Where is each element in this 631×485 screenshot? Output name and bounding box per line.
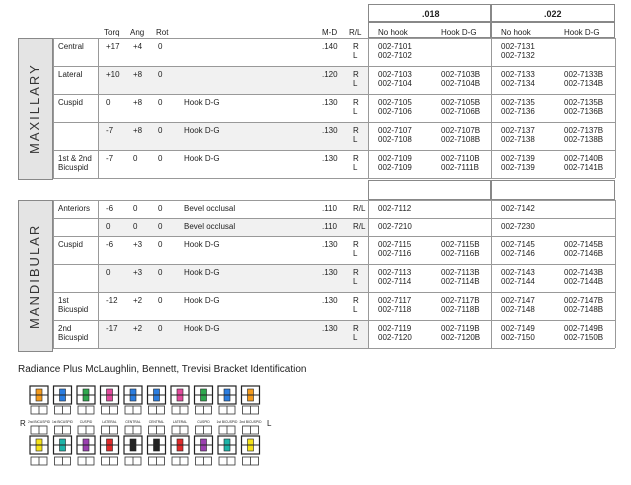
column-divider xyxy=(615,292,616,320)
torq-value: 0 xyxy=(106,98,111,107)
row-divider xyxy=(53,38,615,39)
hook-018-b: 002-7108B xyxy=(441,135,481,144)
row-divider xyxy=(53,320,615,321)
rl-value: R L xyxy=(353,98,359,116)
hook-022-a: 002-7147B xyxy=(564,296,604,305)
tooth-name: 1st Bicuspid xyxy=(58,296,89,314)
nohook-018-a: 002-7112 xyxy=(378,204,412,213)
column-divider xyxy=(368,66,369,94)
maxillary-row xyxy=(18,150,615,178)
mandibular-label: MANDIBULAR xyxy=(27,223,42,329)
hook-018-a: 002-7107B xyxy=(441,126,481,135)
tooth-label: 2nd BICUSPID xyxy=(28,420,50,424)
row-divider xyxy=(53,150,615,151)
col-hookdg-018-header: Hook D-G xyxy=(441,28,477,37)
col-nohook-022-header: No hook xyxy=(501,28,531,37)
torq-value: +10 xyxy=(106,70,120,79)
rot-value: 0 xyxy=(158,98,163,107)
hook-018-b: 002-7106B xyxy=(441,107,481,116)
column-divider xyxy=(98,264,99,292)
column-divider xyxy=(491,94,492,122)
md-value: .140 xyxy=(322,42,338,51)
torq-value: +17 xyxy=(106,42,120,51)
column-divider xyxy=(368,320,369,348)
side-label-right: R xyxy=(20,419,26,428)
row-divider xyxy=(53,122,615,123)
rot-value: 0 xyxy=(158,204,163,213)
rl-value: R/L xyxy=(353,204,366,213)
column-divider xyxy=(53,236,54,264)
bracket-identification xyxy=(18,380,338,480)
nohook-022-b: 002-7150 xyxy=(501,333,535,342)
column-divider xyxy=(368,264,369,292)
hook-type: Hook D-G xyxy=(184,240,220,249)
rl-value: R L xyxy=(353,268,359,286)
tooth-label: CENTRAL xyxy=(148,420,165,424)
hook-022-b: 002-7144B xyxy=(564,277,604,286)
column-divider xyxy=(53,264,54,292)
nohook-022-b: 002-7139 xyxy=(501,163,535,172)
hook-022-b: 002-7150B xyxy=(564,333,604,342)
nohook-018-b: 002-7120 xyxy=(378,333,412,342)
nohook-018-a: 002-7117 xyxy=(378,296,412,305)
column-divider xyxy=(53,200,54,218)
rl-value: R L xyxy=(353,42,359,60)
mandibular-row xyxy=(18,320,615,348)
column-divider xyxy=(368,38,369,66)
nohook-022-b: 002-7134 xyxy=(501,79,535,88)
column-divider xyxy=(491,150,492,178)
mandibular-row xyxy=(18,200,615,218)
column-divider xyxy=(615,38,616,66)
nohook-022-a: 002-7142 xyxy=(501,204,535,213)
hook-022-b: 002-7136B xyxy=(564,107,604,116)
nohook-022-a: 002-7135 xyxy=(501,98,535,107)
nohook-018-b: 002-7118 xyxy=(378,305,412,314)
table-bottom-border xyxy=(53,178,615,179)
nohook-018-a: 002-7107 xyxy=(378,126,412,135)
column-divider xyxy=(368,150,369,178)
row-divider xyxy=(53,66,615,67)
hook-022-a: 002-7133B xyxy=(564,70,604,79)
column-divider xyxy=(368,122,369,150)
torq-value: 0 xyxy=(106,268,111,277)
hook-018-a: 002-7103B xyxy=(441,70,481,79)
column-divider xyxy=(98,150,99,178)
rot-value: 0 xyxy=(158,268,163,277)
col-rot-header: Rot xyxy=(156,28,169,37)
hook-type: Hook D-G xyxy=(184,268,220,277)
column-divider xyxy=(98,38,99,66)
nohook-018-b: 002-7106 xyxy=(378,107,412,116)
column-divider xyxy=(491,218,492,236)
column-divider xyxy=(98,200,99,218)
nohook-018-a: 002-7113 xyxy=(378,268,412,277)
nohook-022-a: 002-7137 xyxy=(501,126,535,135)
torq-value: -6 xyxy=(106,204,114,213)
column-divider xyxy=(368,200,369,218)
hook-018-a: 002-7115B xyxy=(441,240,480,249)
column-divider xyxy=(98,320,99,348)
mandibular-row xyxy=(18,236,615,264)
col-md-header: M-D xyxy=(322,28,338,37)
md-value: .130 xyxy=(322,240,338,249)
maxillary-row xyxy=(18,94,615,122)
slot-022-header: .022 xyxy=(544,9,562,19)
column-divider xyxy=(98,292,99,320)
column-divider xyxy=(53,320,54,348)
column-divider xyxy=(98,66,99,94)
hook-018-a: 002-7117B xyxy=(441,296,480,305)
hook-018-a: 002-7110B xyxy=(441,154,480,163)
rl-value: R L xyxy=(353,70,359,88)
rot-value: 0 xyxy=(158,240,163,249)
nohook-018-a: 002-7103 xyxy=(378,70,412,79)
hook-018-b: 002-7116B xyxy=(441,249,480,258)
col-ang-header: Ang xyxy=(130,28,145,37)
ang-value: +4 xyxy=(133,42,143,51)
nohook-018-b: 002-7114 xyxy=(378,277,412,286)
column-divider xyxy=(53,66,54,94)
nohook-022-a: 002-7147 xyxy=(501,296,535,305)
ang-value: +8 xyxy=(133,70,143,79)
column-divider xyxy=(491,122,492,150)
nohook-018-b: 002-7104 xyxy=(378,79,412,88)
hook-018-a: 002-7105B xyxy=(441,98,481,107)
maxillary-row xyxy=(18,66,615,94)
column-divider xyxy=(491,38,492,66)
column-divider xyxy=(615,236,616,264)
tooth-label: CENTRAL xyxy=(125,420,141,424)
nohook-022-a: 002-7131 xyxy=(501,42,535,51)
col-nohook-018-header: No hook xyxy=(378,28,408,37)
col-torq-header: Torq xyxy=(104,28,120,37)
col-rl-header: R/L xyxy=(349,28,362,37)
maxillary-row xyxy=(18,122,615,150)
column-divider xyxy=(53,94,54,122)
hook-018-b: 002-7118B xyxy=(441,305,480,314)
md-value: .110 xyxy=(322,204,337,213)
tooth-name: Cuspid xyxy=(58,240,83,249)
column-divider xyxy=(98,236,99,264)
rot-value: 0 xyxy=(158,154,163,163)
torq-value: -6 xyxy=(106,240,114,249)
maxillary-label: MAXILLARY xyxy=(27,63,42,155)
column-divider xyxy=(368,292,369,320)
tooth-name: Lateral xyxy=(58,70,83,79)
maxillary-row xyxy=(18,38,615,66)
ang-value: +3 xyxy=(133,240,143,249)
md-value: .130 xyxy=(322,126,338,135)
nohook-022-a: 002-7133 xyxy=(501,70,535,79)
nohook-022-b: 002-7148 xyxy=(501,305,535,314)
column-divider xyxy=(615,66,616,94)
rl-value: R L xyxy=(353,154,359,172)
slot-018-header: .018 xyxy=(422,9,440,19)
tooth-label: CUSPID xyxy=(79,420,93,424)
tooth-name: Central xyxy=(58,42,84,51)
column-divider xyxy=(615,150,616,178)
row-divider xyxy=(53,94,615,95)
torq-value: -17 xyxy=(106,324,118,333)
hook-022-a: 002-7149B xyxy=(564,324,604,333)
tooth-label: 1st BICUSPID xyxy=(216,420,238,424)
rl-value: R L xyxy=(353,126,359,144)
nohook-018-b: 002-7102 xyxy=(378,51,412,60)
ang-value: +2 xyxy=(133,296,143,305)
section-spacer-018 xyxy=(368,180,491,200)
column-divider xyxy=(615,320,616,348)
section-spacer-022 xyxy=(491,180,615,200)
hook-018-b: 002-7114B xyxy=(441,277,480,286)
nohook-018-a: 002-7105 xyxy=(378,98,412,107)
md-value: .130 xyxy=(322,98,338,107)
hook-022-b: 002-7141B xyxy=(564,163,604,172)
hook-022-a: 002-7143B xyxy=(564,268,604,277)
nohook-022-a: 002-7145 xyxy=(501,240,535,249)
tooth-name: Cuspid xyxy=(58,98,83,107)
hook-022-a: 002-7145B xyxy=(564,240,604,249)
hook-022-b: 002-7146B xyxy=(564,249,604,258)
rot-value: 0 xyxy=(158,222,163,231)
md-value: .130 xyxy=(322,268,338,277)
column-divider xyxy=(615,264,616,292)
hook-022-a: 002-7137B xyxy=(564,126,604,135)
column-divider xyxy=(615,218,616,236)
nohook-018-a: 002-7119 xyxy=(378,324,412,333)
column-divider xyxy=(615,122,616,150)
hook-type: Hook D-G xyxy=(184,154,220,163)
nohook-022-b: 002-7144 xyxy=(501,277,535,286)
column-divider xyxy=(491,264,492,292)
hook-022-b: 002-7134B xyxy=(564,79,604,88)
nohook-018-b: 002-7116 xyxy=(378,249,412,258)
ang-value: +8 xyxy=(133,98,143,107)
md-value: .120 xyxy=(322,70,338,79)
nohook-022-a: 002-7230 xyxy=(501,222,535,231)
column-divider xyxy=(491,320,492,348)
rot-value: 0 xyxy=(158,296,163,305)
nohook-018-a: 002-7109 xyxy=(378,154,412,163)
rot-value: 0 xyxy=(158,42,163,51)
tooth-name: 2nd Bicuspid xyxy=(58,324,89,342)
hook-022-a: 002-7135B xyxy=(564,98,604,107)
nohook-022-b: 002-7132 xyxy=(501,51,535,60)
tooth-label: CUSPID xyxy=(197,420,210,424)
hook-018-b: 002-7111B xyxy=(441,163,479,172)
rot-value: 0 xyxy=(158,324,163,333)
hook-type: Bevel occlusal xyxy=(184,204,236,213)
column-divider xyxy=(615,94,616,122)
torq-value: 0 xyxy=(106,222,111,231)
hook-type: Hook D-G xyxy=(184,324,220,333)
column-divider xyxy=(491,292,492,320)
rot-value: 0 xyxy=(158,126,163,135)
hook-018-b: 002-7120B xyxy=(441,333,481,342)
mandibular-row xyxy=(18,292,615,320)
row-divider xyxy=(53,264,615,265)
column-divider xyxy=(98,218,99,236)
column-divider xyxy=(98,94,99,122)
hook-type: Bevel occlusal xyxy=(184,222,236,231)
rl-value: R L xyxy=(353,240,359,258)
column-divider xyxy=(53,38,54,66)
column-divider xyxy=(53,292,54,320)
bracket-id-caption: Radiance Plus McLaughlin, Bennett, Trevisi Bracket Identification xyxy=(18,364,307,375)
nohook-022-b: 002-7138 xyxy=(501,135,535,144)
ang-value: 0 xyxy=(133,154,138,163)
md-value: .130 xyxy=(322,154,338,163)
column-divider xyxy=(368,218,369,236)
mandibular-row xyxy=(18,218,615,236)
hook-022-b: 002-7148B xyxy=(564,305,604,314)
bracket-diagram xyxy=(18,380,338,480)
hook-type: Hook D-G xyxy=(184,98,220,107)
column-divider xyxy=(615,200,616,218)
hook-018-a: 002-7113B xyxy=(441,268,480,277)
rl-value: R L xyxy=(353,296,359,314)
nohook-022-a: 002-7139 xyxy=(501,154,535,163)
column-divider xyxy=(53,122,54,150)
nohook-018-b: 002-7109 xyxy=(378,163,412,172)
ang-value: 0 xyxy=(133,222,138,231)
torq-value: -7 xyxy=(106,154,114,163)
col-hookdg-022-header: Hook D-G xyxy=(564,28,600,37)
tooth-label: LATERAL xyxy=(172,420,188,424)
column-divider xyxy=(368,94,369,122)
ang-value: +2 xyxy=(133,324,143,333)
nohook-022-a: 002-7149 xyxy=(501,324,535,333)
nohook-018-a: 002-7115 xyxy=(378,240,412,249)
tooth-label: LATERAL xyxy=(102,420,117,424)
md-value: .130 xyxy=(322,296,338,305)
column-divider xyxy=(368,236,369,264)
tooth-label: 2nd BICUSPID xyxy=(239,420,262,424)
mandibular-row xyxy=(18,264,615,292)
rl-value: R L xyxy=(353,324,359,342)
rot-value: 0 xyxy=(158,70,163,79)
ang-value: 0 xyxy=(133,204,138,213)
row-divider xyxy=(53,200,615,201)
column-divider xyxy=(491,236,492,264)
hook-018-a: 002-7119B xyxy=(441,324,480,333)
column-divider xyxy=(98,122,99,150)
nohook-022-a: 002-7143 xyxy=(501,268,535,277)
rl-value: R/L xyxy=(353,222,366,231)
md-value: .130 xyxy=(322,324,338,333)
hook-018-b: 002-7104B xyxy=(441,79,481,88)
torq-value: -12 xyxy=(106,296,118,305)
md-value: .110 xyxy=(322,222,337,231)
nohook-022-b: 002-7146 xyxy=(501,249,535,258)
torq-value: -7 xyxy=(106,126,114,135)
column-divider xyxy=(491,66,492,94)
row-divider xyxy=(53,236,615,237)
ang-value: +3 xyxy=(133,268,143,277)
hook-022-b: 002-7138B xyxy=(564,135,604,144)
column-divider xyxy=(53,150,54,178)
nohook-022-b: 002-7136 xyxy=(501,107,535,116)
tooth-name: 1st & 2nd Bicuspid xyxy=(58,154,92,172)
column-divider xyxy=(491,200,492,218)
nohook-018-a: 002-7101 xyxy=(378,42,412,51)
column-divider xyxy=(53,218,54,236)
tooth-label: 1st BICUSPID xyxy=(52,420,73,424)
hook-type: Hook D-G xyxy=(184,126,220,135)
ang-value: +8 xyxy=(133,126,143,135)
hook-022-a: 002-7140B xyxy=(564,154,604,163)
nohook-018-b: 002-7108 xyxy=(378,135,412,144)
row-divider xyxy=(53,292,615,293)
tooth-name: Anteriors xyxy=(58,204,91,213)
nohook-018-a: 002-7210 xyxy=(378,222,412,231)
table-bottom-border xyxy=(53,348,615,349)
hook-type: Hook D-G xyxy=(184,296,220,305)
row-divider xyxy=(53,218,615,219)
side-label-left: L xyxy=(267,419,272,428)
